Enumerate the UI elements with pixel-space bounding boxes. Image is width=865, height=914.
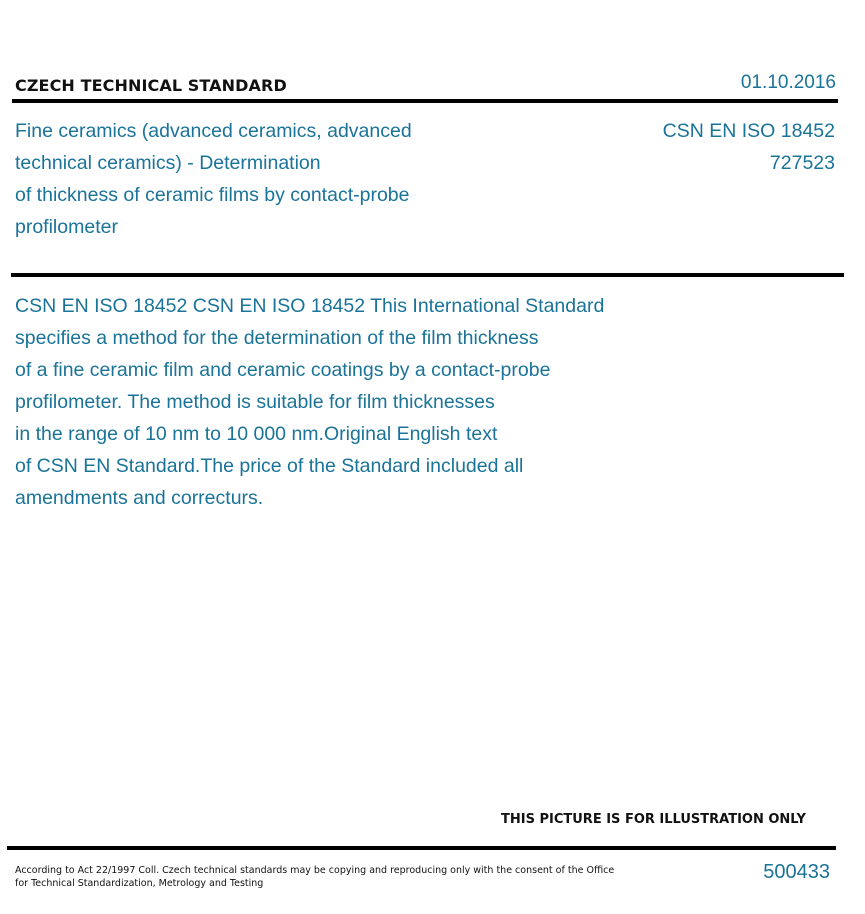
abstract-line: specifies a method for the determination of the film thickness [15,327,539,349]
abstract-line: amendments and correcturs. [15,487,264,509]
abstract-line: of CSN EN Standard.The price of the Standard included all [15,455,524,477]
abstract-line: of a fine ceramic film and ceramic coatings by a contact-probe [15,359,551,381]
abstract-line: CSN EN ISO 18452 CSN EN ISO 18452 This International Standard [15,295,605,317]
standard-title-line: Fine ceramics (advanced ceramics, advanced [15,120,412,142]
document-header-title: CZECH TECHNICAL STANDARD [15,76,287,95]
standard-catalog-number: 727523 [769,152,835,174]
abstract-line: profilometer. The method is suitable for film thicknesses [15,391,495,413]
illustration-note: THIS PICTURE IS FOR ILLUSTRATION ONLY [501,812,806,827]
legal-notice-line: for Technical Standardization, Metrology and Testing [15,878,264,889]
standard-title-line: profilometer [15,216,118,238]
standard-code: CSN EN ISO 18452 [662,120,835,142]
document-id-number: 500433 [763,861,830,883]
standard-title-line: of thickness of ceramic films by contact-probe [15,184,410,206]
standard-abstract [15,290,715,514]
standard-title [15,115,485,243]
standard-title-line: technical ceramics) - Determination [15,152,321,174]
header-divider [12,99,838,103]
section-divider [11,273,844,277]
legal-notice-line: According to Act 22/1997 Coll. Czech technical standards may be copying and reproducing only with the consent of the Office [15,865,615,876]
publication-date: 01.10.2016 [740,72,836,93]
footer-divider [7,846,836,850]
abstract-line: in the range of 10 nm to 10 000 nm.Original English text [15,423,498,445]
legal-notice [15,864,615,890]
standard-identifiers [663,115,835,179]
